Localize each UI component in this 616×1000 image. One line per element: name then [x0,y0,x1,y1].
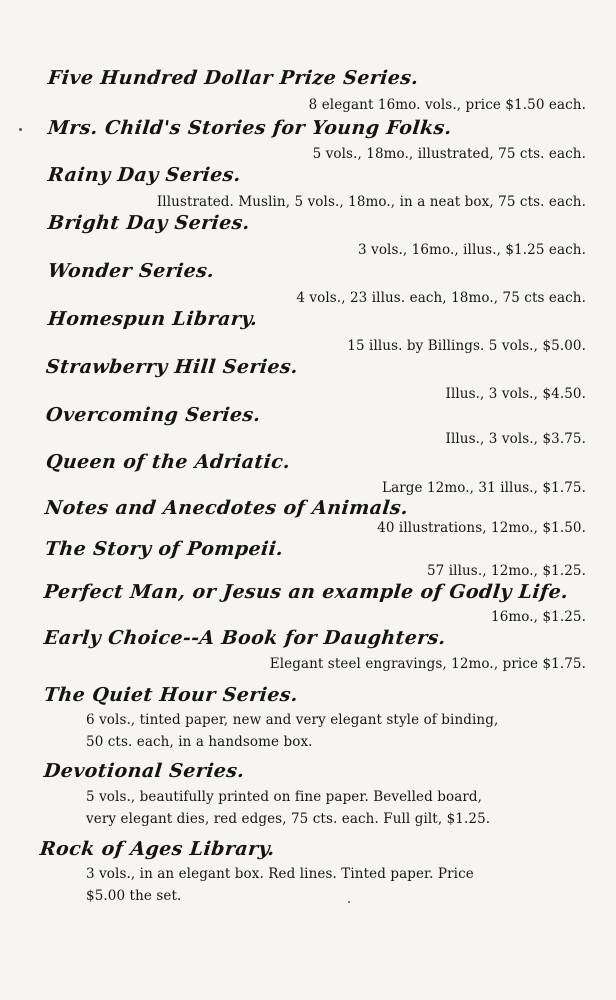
entry-detail: Illustrated. Muslin, 5 vols., 18mo., in a neat box, 75 cts. each. [156,194,586,210]
entry-detail: 15 illus. by Billings. 5 vols., $5.00. [347,338,586,354]
entry-detail: 16mo., $1.25. [491,609,586,625]
entry-title: Bright Day Series. [46,212,252,234]
entry-detail: Illus., 3 vols., $4.50. [445,386,586,402]
entry-title: Devotional Series. [42,760,246,782]
entry-detail-line: very elegant dies, red edges, 75 cts. each. Full gilt, $1.25. [86,811,491,827]
entry-title: Early Choice--A Book for Daughters. [42,627,447,649]
entry-title: Notes and Anecdotes of Animals. [43,497,410,519]
entry-detail-line: 6 vols., tinted paper, new and very elegant style of binding, [86,712,499,728]
entry-detail-line: 50 cts. each, in a handsome box. [86,734,313,750]
entry-title: Mrs. Child's Stories for Young Folks. [46,117,453,139]
entry-title: Rock of Ages Library. [38,838,276,860]
entry-title: Five Hundred Dollar Prize Series. [46,67,420,89]
entry-detail: Elegant steel engravings, 12mo., price $1.75. [269,656,586,672]
print-speck [19,128,22,131]
entry-detail: 57 illus., 12mo., $1.25. [426,563,586,579]
entry-detail: Illus., 3 vols., $3.75. [445,431,586,447]
entry-title: Rainy Day Series. [46,164,243,186]
entry-title: Perfect Man, or Jesus an example of Godly Life. [42,581,570,603]
entry-title: Homespun Library. [46,308,259,330]
entry-title: Wonder Series. [46,260,216,282]
entry-detail: 4 vols., 23 illus. each, 18mo., 75 cts each. [296,290,586,306]
entry-detail-line: $5.00 the set. [86,888,182,904]
entry-title: Strawberry Hill Series. [44,356,300,378]
entry-detail: Large 12mo., 31 illus., $1.75. [382,480,586,496]
entry-detail: 40 illustrations, 12mo., $1.50. [377,520,586,536]
entry-detail: 3 vols., 16mo., illus., $1.25 each. [358,242,586,258]
entry-title: The Quiet Hour Series. [42,684,300,706]
entry-detail: 5 vols., 18mo., illustrated, 75 cts. each. [312,146,586,162]
entry-title: Overcoming Series. [44,404,262,426]
entry-detail: 8 elegant 16mo. vols., price $1.50 each. [308,97,586,113]
entry-title: The Story of Pompeii. [43,538,285,560]
entry-title: Queen of the Adriatic. [44,451,292,473]
entry-detail-line: 3 vols., in an elegant box. Red lines. Tinted paper. Price [86,866,474,882]
entry-detail-line: 5 vols., beautifully printed on fine paper. Bevelled board, [86,789,483,805]
print-speck [348,901,350,903]
